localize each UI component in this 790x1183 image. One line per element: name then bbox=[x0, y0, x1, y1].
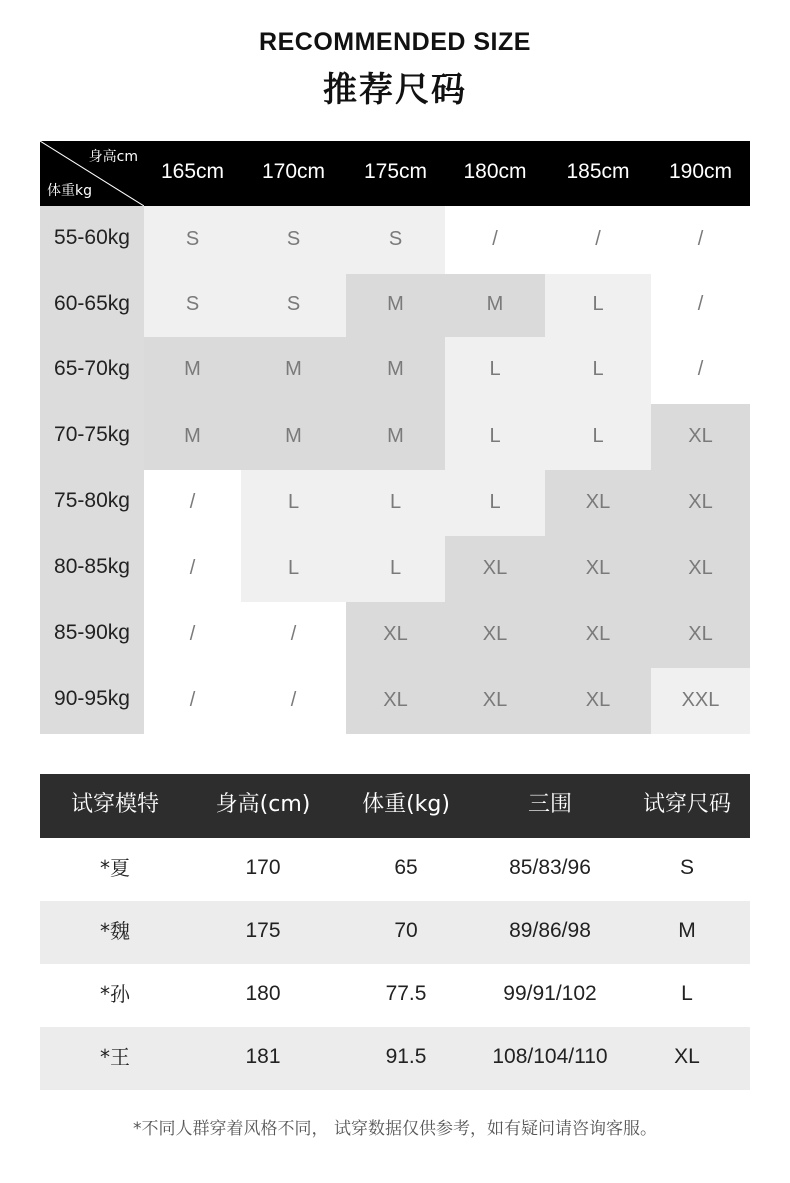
size-cell: XL bbox=[346, 668, 445, 734]
size-cell: M bbox=[241, 404, 346, 470]
model-cell: 65 bbox=[394, 856, 418, 879]
model-row bbox=[40, 901, 750, 964]
model-row bbox=[40, 1027, 750, 1090]
model-cell: 99/91/102 bbox=[503, 982, 597, 1005]
weight-label: 70-75kg bbox=[54, 423, 130, 446]
size-cell: XL bbox=[445, 668, 545, 734]
model-cell: 108/104/110 bbox=[492, 1045, 608, 1068]
footnote: *不同人群穿着风格不同， 试穿数据仅供参考，如有疑问请咨询客服。 bbox=[133, 1119, 657, 1139]
size-cell: XL bbox=[346, 602, 445, 668]
size-cell: M bbox=[445, 274, 545, 337]
size-chart-header bbox=[40, 141, 750, 206]
model-table-header-cell: 体重(kg) bbox=[362, 792, 450, 817]
size-cell: M bbox=[241, 337, 346, 404]
model-cell: 170 bbox=[245, 856, 281, 879]
size-row bbox=[40, 602, 750, 668]
weight-label: 75-80kg bbox=[54, 489, 130, 512]
size-row bbox=[40, 536, 750, 602]
model-cell: 85/83/96 bbox=[509, 856, 591, 879]
height-header: 180cm bbox=[463, 160, 527, 183]
size-cell: L bbox=[241, 536, 346, 602]
weight-label-cell bbox=[40, 602, 144, 668]
size-cell: M bbox=[144, 337, 241, 404]
size-cell: M bbox=[346, 337, 445, 404]
size-cell: S bbox=[346, 206, 445, 274]
size-chart bbox=[40, 141, 750, 734]
size-cell: L bbox=[445, 470, 545, 536]
size-row bbox=[40, 470, 750, 536]
size-row bbox=[40, 668, 750, 734]
size-cell: S bbox=[144, 206, 241, 274]
size-row bbox=[40, 337, 750, 404]
size-cell: XXL bbox=[651, 668, 750, 734]
model-cell: 181 bbox=[245, 1045, 281, 1068]
weight-label: 80-85kg bbox=[54, 555, 130, 578]
title-chinese: 推荐尺码 bbox=[323, 70, 467, 110]
model-table-header bbox=[40, 774, 750, 838]
corner-cell bbox=[40, 141, 144, 206]
size-cell: / bbox=[144, 668, 241, 734]
size-cell: XL bbox=[545, 536, 651, 602]
size-cell: L bbox=[545, 337, 651, 404]
height-header: 175cm bbox=[363, 160, 428, 183]
size-cell: XL bbox=[445, 536, 545, 602]
size-cell: S bbox=[241, 206, 346, 274]
size-cell: / bbox=[651, 337, 750, 404]
model-cell: S bbox=[679, 856, 694, 879]
model-cell: 77.5 bbox=[385, 982, 427, 1005]
size-cell: L bbox=[241, 470, 346, 536]
size-cell: / bbox=[241, 668, 346, 734]
weight-label: 55-60kg bbox=[54, 226, 130, 249]
model-cell: L bbox=[681, 982, 693, 1005]
model-cell: 91.5 bbox=[385, 1045, 427, 1068]
model-row bbox=[40, 838, 750, 901]
size-cell: / bbox=[651, 274, 750, 337]
size-cell: L bbox=[445, 337, 545, 404]
model-table-header-cell: 试穿尺码 bbox=[642, 792, 731, 817]
size-cell: / bbox=[144, 470, 241, 536]
model-cell: 175 bbox=[245, 919, 281, 942]
size-cell: L bbox=[545, 274, 651, 337]
corner-height-label: 身高cm bbox=[88, 149, 138, 165]
weight-label-cell bbox=[40, 668, 144, 734]
model-cell: *魏 bbox=[100, 919, 130, 943]
weight-label: 85-90kg bbox=[54, 621, 130, 644]
weight-label-cell bbox=[40, 470, 144, 536]
model-cell: *夏 bbox=[100, 856, 130, 880]
size-cell: XL bbox=[651, 536, 750, 602]
size-cell: XL bbox=[651, 470, 750, 536]
model-cell: XL bbox=[674, 1045, 700, 1068]
size-row bbox=[40, 206, 750, 274]
size-cell: L bbox=[445, 404, 545, 470]
weight-label-cell bbox=[40, 206, 144, 274]
size-cell: XL bbox=[545, 470, 651, 536]
weight-label-cell bbox=[40, 536, 144, 602]
size-cell: XL bbox=[445, 602, 545, 668]
size-cell: / bbox=[144, 536, 241, 602]
model-row bbox=[40, 964, 750, 1027]
model-cell: 89/86/98 bbox=[509, 919, 591, 942]
model-table-header-cell: 三围 bbox=[527, 792, 572, 817]
size-cell: / bbox=[651, 206, 750, 274]
model-table-header-cell: 身高(cm) bbox=[215, 792, 311, 817]
weight-label-cell bbox=[40, 404, 144, 470]
size-cell: L bbox=[346, 470, 445, 536]
size-cell: / bbox=[144, 602, 241, 668]
size-row bbox=[40, 404, 750, 470]
size-cell: XL bbox=[545, 602, 651, 668]
corner-weight-label: 体重kg bbox=[47, 183, 92, 199]
size-cell: M bbox=[144, 404, 241, 470]
size-cell: / bbox=[545, 206, 651, 274]
weight-label: 90-95kg bbox=[54, 687, 130, 710]
size-cell: S bbox=[241, 274, 346, 337]
size-cell: / bbox=[241, 602, 346, 668]
model-cell: *孙 bbox=[100, 982, 130, 1006]
size-cell: M bbox=[346, 404, 445, 470]
height-header: 170cm bbox=[261, 160, 326, 183]
model-cell: 180 bbox=[245, 982, 281, 1005]
height-header: 165cm bbox=[160, 160, 225, 183]
height-header: 190cm bbox=[668, 160, 733, 183]
model-table bbox=[40, 774, 750, 1090]
model-table-header-cell: 试穿模特 bbox=[70, 792, 159, 817]
title-english: RECOMMENDED SIZE bbox=[259, 28, 531, 56]
model-cell: *王 bbox=[100, 1045, 130, 1069]
size-cell: / bbox=[445, 206, 545, 274]
model-cell: M bbox=[678, 919, 696, 942]
size-cell: L bbox=[346, 536, 445, 602]
weight-label: 60-65kg bbox=[54, 292, 130, 315]
size-cell: XL bbox=[651, 602, 750, 668]
size-cell: XL bbox=[651, 404, 750, 470]
weight-label: 65-70kg bbox=[54, 357, 130, 380]
size-cell: S bbox=[144, 274, 241, 337]
size-row bbox=[40, 274, 750, 337]
model-cell: 70 bbox=[394, 919, 418, 942]
height-header: 185cm bbox=[566, 160, 630, 183]
weight-label-cell bbox=[40, 274, 144, 337]
weight-label-cell bbox=[40, 337, 144, 404]
size-cell: XL bbox=[545, 668, 651, 734]
size-cell: L bbox=[545, 404, 651, 470]
size-cell: M bbox=[346, 274, 445, 337]
